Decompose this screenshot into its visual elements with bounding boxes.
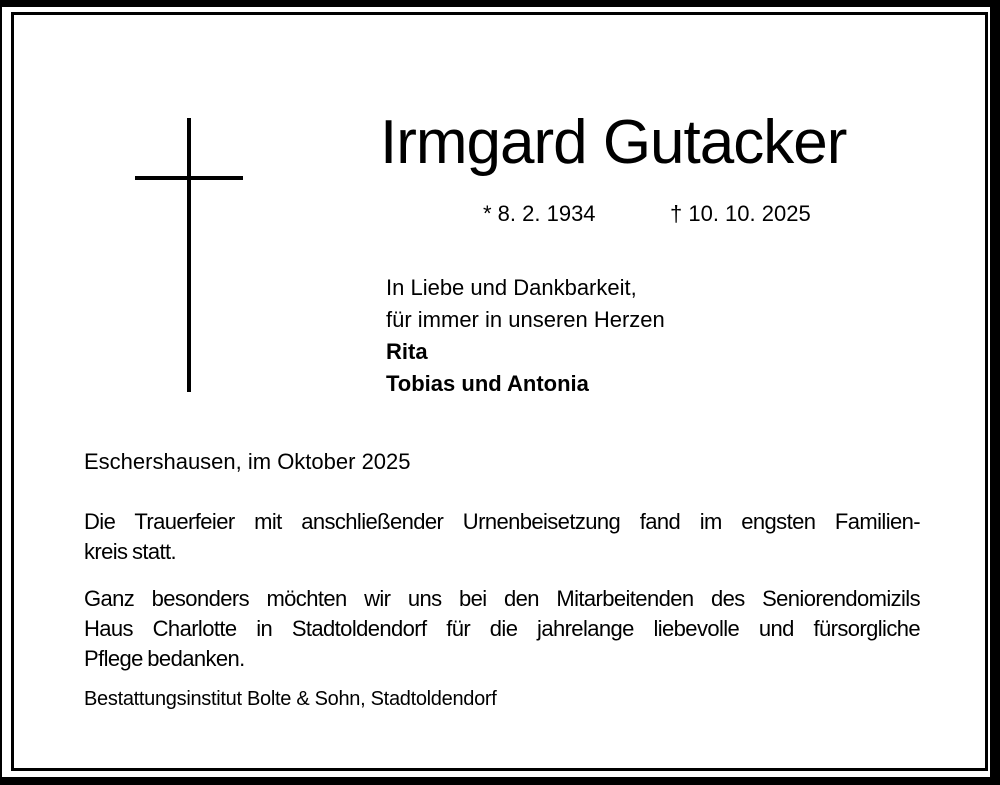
tribute-line: für immer in unseren Herzen <box>386 307 665 332</box>
paragraph-line: Haus Charlotte in Stadtoldendorf für die jahrelange liebevolle und fürsorgliche <box>84 616 920 641</box>
cross-vertical-bar <box>187 118 191 392</box>
tribute-block <box>386 272 665 400</box>
birth-date: * 8. 2. 1934 <box>483 201 596 226</box>
thanks-paragraph <box>84 584 920 674</box>
deceased-name: Irmgard Gutacker <box>380 108 847 177</box>
paragraph-line: Pflege bedanken. <box>84 646 245 671</box>
paragraph-line: kreis statt. <box>84 539 177 564</box>
mourner-name: Tobias und Antonia <box>386 371 589 396</box>
funeral-info-paragraph <box>84 507 920 567</box>
tribute-line: In Liebe und Dankbarkeit, <box>386 275 637 300</box>
paragraph-line: Die Trauerfeier mit anschließender Urnenbeisetzung fand im engsten Familien- <box>84 509 920 534</box>
paragraph-line: Ganz besonders möchten wir uns bei den Mitarbeitenden des Seniorendomizils <box>84 586 920 611</box>
place-and-date: Eschershausen, im Oktober 2025 <box>84 449 411 474</box>
mourner-name: Rita <box>386 339 428 364</box>
funeral-home-signature: Bestattungsinstitut Bolte & Sohn, Stadtoldendorf <box>84 688 497 710</box>
death-date: † 10. 10. 2025 <box>670 201 811 226</box>
cross-horizontal-bar <box>135 176 243 180</box>
